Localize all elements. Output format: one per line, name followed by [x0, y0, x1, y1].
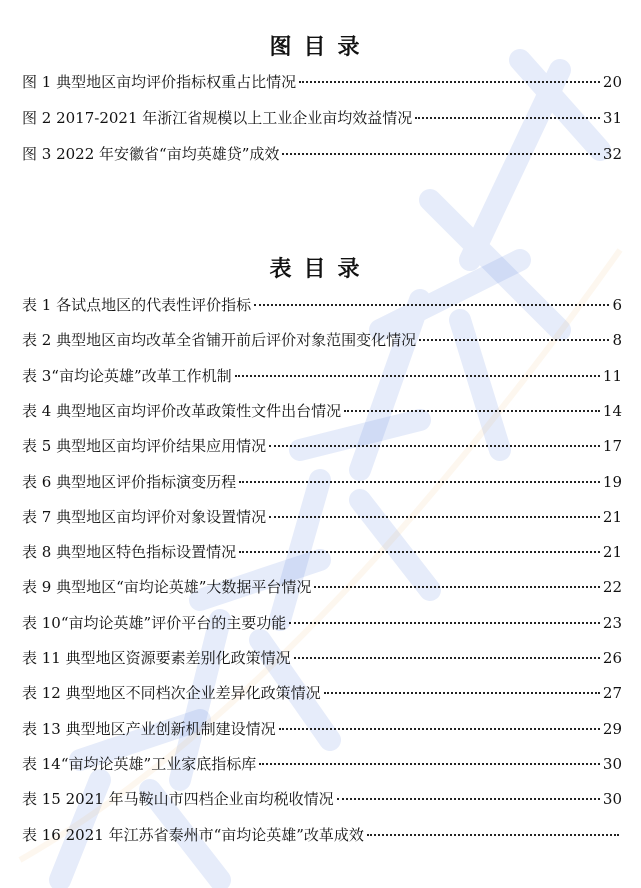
- figures-entry-page: 32: [602, 145, 622, 163]
- leader-dots: [294, 657, 600, 659]
- tables-entry-label: 表 5 典型地区亩均评价结果应用情况: [22, 437, 267, 456]
- tables-entry-label: 表 6 典型地区评价指标演变历程: [22, 472, 237, 491]
- tables-entry-label: 表 11 典型地区资源要素差别化政策情况: [22, 649, 291, 667]
- tables-entry-page: 22: [602, 578, 622, 597]
- leader-dots: [415, 117, 600, 119]
- tables-entry-page: 17: [602, 437, 622, 456]
- tables-entry-page: 21: [602, 543, 622, 562]
- tables-entry-label: 表 3“亩均论英雄”改革工作机制: [22, 366, 232, 385]
- tables-entry[interactable]: [22, 825, 622, 845]
- tables-entry[interactable]: [22, 507, 622, 527]
- tables-entry[interactable]: [22, 683, 622, 703]
- figures-entry[interactable]: [22, 72, 622, 92]
- leader-dots: [282, 153, 600, 155]
- tables-entry-label: 表 1 各试点地区的代表性评价指标: [22, 296, 252, 314]
- tables-entry-label: 表 2 典型地区亩均改革全省铺开前后评价对象范围变化情况: [22, 331, 417, 350]
- tables-entry-page: 6: [612, 296, 622, 314]
- leader-dots: [235, 375, 600, 377]
- leader-dots: [254, 304, 609, 306]
- figures-entry-page: 31: [602, 109, 622, 127]
- tables-entry[interactable]: [22, 330, 622, 350]
- tables-entry[interactable]: [22, 577, 622, 597]
- leader-dots: [259, 763, 600, 765]
- tables-entry[interactable]: [22, 719, 622, 739]
- tables-entry-page: 29: [602, 719, 622, 738]
- tables-entry-label: 表 12 典型地区不同档次企业差异化政策情况: [22, 684, 321, 703]
- tables-entry[interactable]: [22, 472, 622, 492]
- leader-dots: [367, 834, 619, 836]
- leader-dots: [419, 339, 609, 341]
- figures-entry[interactable]: [22, 144, 622, 164]
- tables-entry-label: 表 14“亩均论英雄”工业家底指标库: [22, 754, 257, 773]
- leader-dots: [324, 692, 600, 694]
- leader-dots: [314, 586, 599, 588]
- tables-entry-page: 30: [602, 754, 622, 773]
- tables-entry-label: 表 10“亩均论英雄”评价平台的主要功能: [22, 613, 287, 632]
- tables-entry-page: 27: [602, 684, 622, 703]
- tables-entry[interactable]: [22, 401, 622, 421]
- figures-entry-page: 20: [602, 73, 622, 91]
- tables-entry-page: 8: [612, 331, 622, 350]
- leader-dots: [344, 410, 600, 412]
- tables-entry-label: 表 4 典型地区亩均评价改革政策性文件出台情况: [22, 401, 342, 420]
- tables-entry[interactable]: [22, 648, 622, 668]
- leader-dots: [337, 798, 600, 800]
- tables-entry[interactable]: [22, 436, 622, 456]
- tables-entry-page: 21: [602, 507, 622, 526]
- leader-dots: [299, 81, 600, 83]
- leader-dots: [239, 551, 600, 553]
- tables-entry-label: 表 7 典型地区亩均评价对象设置情况: [22, 507, 267, 526]
- tables-entry[interactable]: [22, 295, 622, 315]
- tables-entry-page: 23: [602, 613, 622, 632]
- tables-heading: 表目录: [269, 257, 372, 282]
- tables-entry-label: 表 15 2021 年马鞍山市四档企业亩均税收情况: [22, 790, 334, 809]
- figures-entry[interactable]: [22, 108, 622, 128]
- figures-entry-label: 图 1 典型地区亩均评价指标权重占比情况: [22, 73, 297, 91]
- tables-entry[interactable]: [22, 366, 622, 386]
- leader-dots: [269, 516, 600, 518]
- leader-dots: [269, 445, 600, 447]
- tables-entry[interactable]: [22, 613, 622, 633]
- figures-entry-label: 图 2 2017-2021 年浙江省规模以上工业企业亩均效益情况: [22, 109, 413, 127]
- tables-entry-label: 表 9 典型地区“亩均论英雄”大数据平台情况: [22, 578, 312, 597]
- tables-entry-label: 表 13 典型地区产业创新机制建设情况: [22, 719, 276, 738]
- figures-entry-label: 图 3 2022 年安徽省“亩均英雄贷”成效: [22, 145, 280, 163]
- leader-dots: [279, 728, 600, 730]
- figures-heading: 图目录: [269, 35, 372, 60]
- tables-entry[interactable]: [22, 542, 622, 562]
- tables-entry-label: 表 16 2021 年江苏省泰州市“亩均论英雄”改革成效: [22, 825, 364, 844]
- tables-entry-label: 表 8 典型地区特色指标设置情况: [22, 543, 237, 562]
- tables-entry[interactable]: [22, 754, 622, 774]
- tables-entry[interactable]: [22, 789, 622, 809]
- leader-dots: [289, 622, 600, 624]
- leader-dots: [239, 481, 600, 483]
- tables-entry-page: 26: [602, 649, 622, 667]
- tables-entry-page: 19: [602, 472, 622, 491]
- tables-entry-page: 11: [602, 366, 622, 385]
- tables-entry-page: 14: [602, 401, 622, 420]
- tables-entry-page: 30: [602, 790, 622, 809]
